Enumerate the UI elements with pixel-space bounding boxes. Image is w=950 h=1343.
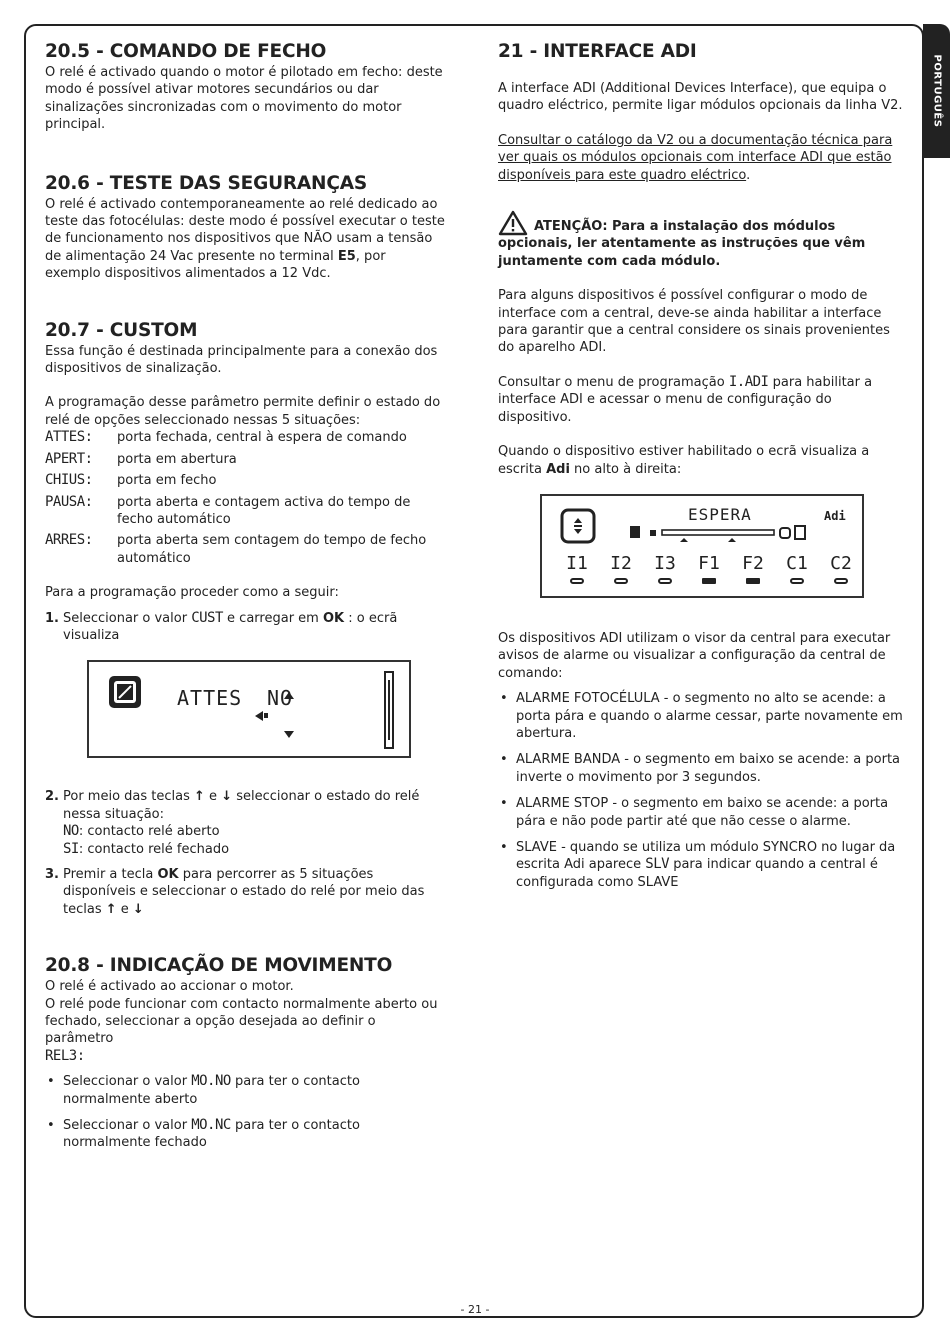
lcd-input-c1: C1 bbox=[780, 554, 814, 584]
relay-state-desc: porta em abertura bbox=[117, 451, 237, 467]
section-20-5-body: O relé é activado quando o motor é pilotado em fecho: deste modo é possível ativar motores secundários ou dar sinalizações sincronizadas com o movimento do motor principal. bbox=[45, 65, 443, 133]
lcd-display-custom bbox=[87, 660, 411, 758]
alarm-list bbox=[498, 690, 908, 830]
step-1: 1. Seleccionar o valor CUST e carregar em OK : o ecrã visualiza bbox=[45, 609, 398, 643]
relay-state-code: PAUSA: bbox=[45, 493, 93, 510]
section-20-7-title: 20.7 - CUSTOM bbox=[45, 319, 198, 341]
adi-menu-text: Consultar o menu de programação I.ADI para habilitar a interface ADI e acessar o menu de configuração do dispositivo. bbox=[498, 373, 873, 425]
relay-state-desc: porta aberta sem contagem do tempo de fecho automático bbox=[117, 533, 427, 566]
relay-state-list bbox=[45, 429, 445, 567]
lcd-input-indicator bbox=[614, 578, 628, 584]
relay-state-desc: porta em fecho bbox=[117, 473, 217, 489]
relay-state-row bbox=[45, 451, 445, 468]
step-2: 2. Por meio das teclas ↑ e ↓ seleccionar o estado do relé nessa situação: NO: contacto relé aberto SI: contacto relé fechado bbox=[45, 789, 420, 857]
lcd-input-f1: F1 bbox=[692, 554, 726, 584]
relay-state-row bbox=[45, 429, 445, 446]
relay-state-row bbox=[45, 532, 445, 567]
lcd-logo-icon bbox=[109, 676, 141, 708]
lcd-input-indicator bbox=[702, 578, 716, 584]
relay-state-code: ARRES: bbox=[45, 532, 93, 549]
custom-description: A programação desse parâmetro permite definir o estado do relé de opções seleccionado nessas 5 situações: bbox=[45, 395, 441, 428]
lcd-input-c2: C2 bbox=[824, 554, 858, 584]
relay-state-row bbox=[45, 494, 445, 529]
language-tab bbox=[923, 24, 950, 158]
lcd-adi-label: Adi bbox=[824, 508, 846, 523]
warning-text: ATENÇÃO: Para a instalação dos módulos opcionais, ler atentamente as instruções que vêm juntamente com cada módulo. bbox=[498, 219, 866, 269]
movement-param: REL3: bbox=[45, 1047, 85, 1064]
left-column bbox=[45, 40, 445, 1152]
list-item: • ALARME FOTOCÉLULA - o segmento no alto se acende: a porta pára e quando o alarme cessar, parte novamente em abertura. bbox=[498, 690, 908, 742]
lcd-input-f2: F2 bbox=[736, 554, 770, 584]
lcd-input-indicator bbox=[790, 578, 804, 584]
lcd-custom-graphic bbox=[89, 662, 409, 756]
movement-options bbox=[45, 1073, 445, 1152]
section-21-title: 21 - INTERFACE ADI bbox=[498, 41, 697, 62]
relay-state-row bbox=[45, 472, 445, 489]
adi-catalog-note: Consultar o catálogo da V2 ou a documentação técnica para ver quais os módulos opcionais com interface ADI que estão disponíveis para este quadro eléctrico. bbox=[498, 132, 893, 183]
lcd-input-i3: I3 bbox=[648, 554, 682, 584]
down-arrow-icon: ↓ bbox=[221, 789, 233, 805]
step-3: 3. Premir a tecla OK para percorrer as 5 situações disponíveis e seleccionar o estado do relé por meio das teclas ↑ e ↓ bbox=[45, 866, 425, 917]
up-arrow-icon: ↑ bbox=[105, 901, 117, 917]
lcd-input-indicator bbox=[570, 578, 584, 584]
adi-display-text: Quando o dispositivo estiver habilitado o ecrã visualiza a escrita Adi no alto à direita: bbox=[498, 444, 870, 477]
programming-intro: Para a programação proceder como a seguir: bbox=[45, 585, 339, 601]
lcd-progress-bar bbox=[662, 530, 774, 535]
section-20-5-title: 20.5 - COMANDO DE FECHO bbox=[45, 41, 327, 62]
lcd-door-icon bbox=[630, 526, 640, 538]
lcd-display-adi bbox=[540, 494, 864, 598]
lcd-value-text: NO bbox=[267, 686, 294, 711]
lcd-down-arrow-icon bbox=[284, 731, 294, 738]
list-item: • Seleccionar o valor MO.NC para ter o contacto normalmente fechado bbox=[45, 1117, 445, 1152]
warning-block bbox=[498, 218, 908, 270]
language-label: PORTUGUÊS bbox=[931, 54, 942, 128]
section-20-6-title: 20.6 - TESTE DAS SEGURANÇAS bbox=[45, 172, 367, 194]
relay-state-desc: porta fechada, central à espera de comando bbox=[117, 430, 407, 446]
right-column bbox=[498, 40, 908, 891]
down-arrow-icon: ↓ bbox=[132, 901, 144, 917]
section-20-6-body: O relé é activado contemporaneamente ao relé dedicado ao teste das fotocélulas: deste modo é possível executar o teste de funcionamento nos dispositivos que NÃO usam a tensão de alimentação 24 Vac presente no terminal E5, por exemplo dispositivos alimentados a 12 Vdc. bbox=[45, 196, 445, 282]
relay-state-code: ATTES: bbox=[45, 429, 93, 446]
up-arrow-icon: ↑ bbox=[194, 789, 205, 805]
adi-intro: A interface ADI (Additional Devices Interface), que equipa o quadro eléctrico, permite ligar módulos opcionais da linha V2. bbox=[498, 81, 903, 114]
lcd-input-row bbox=[560, 554, 860, 594]
lcd-state-text: ATTES bbox=[177, 686, 243, 711]
lcd-scrollbar bbox=[385, 672, 393, 748]
lcd-input-indicator bbox=[746, 578, 760, 584]
relay-state-desc: porta aberta e contagem activa do tempo de fecho automático bbox=[117, 494, 411, 527]
warning-icon bbox=[498, 210, 528, 236]
lcd-input-indicator bbox=[834, 578, 848, 584]
lcd-updown-icon bbox=[562, 510, 594, 542]
lcd-input-indicator bbox=[658, 578, 672, 584]
adi-config-text: Para alguns dispositivos é possível configurar o modo de interface com a central, deve-se ainda habilitar a interface para garantir que a central considere os sinais provenientes do aparelho ADI. bbox=[498, 288, 890, 356]
relay-state-code: APERT: bbox=[45, 450, 93, 467]
lcd-left-arrow-icon bbox=[255, 711, 263, 721]
movement-p2: O relé pode funcionar com contacto normalmente aberto ou fechado, seleccionar a opção desejada ao definir o parâmetro bbox=[45, 996, 438, 1047]
custom-intro: Essa função é destinada principalmente para a conexão dos dispositivos de sinalização. bbox=[45, 343, 438, 377]
page-number: - 21 - bbox=[460, 1303, 490, 1316]
lcd-input-i2: I2 bbox=[604, 554, 638, 584]
movement-p1: O relé é activado ao accionar o motor. bbox=[45, 979, 294, 995]
list-item: • SLAVE - quando se utiliza um módulo SYNCRO no lugar da escrita Adi aparece SLV para indicar quando a central é configurada como SLAVE bbox=[498, 839, 908, 891]
lcd-status-text: ESPERA bbox=[688, 504, 752, 524]
relay-state-code: CHIUS: bbox=[45, 472, 93, 489]
lcd-input-i1: I1 bbox=[560, 554, 594, 584]
section-20-8-title: 20.8 - INDICAÇÃO DE MOVIMENTO bbox=[45, 955, 393, 977]
catalog-link[interactable]: Consultar o catálogo da V2 ou a documentação técnica para ver quais os módulos opcionais com interface ADI que estão disponíveis para este quadro eléctrico bbox=[498, 132, 893, 183]
list-item: • Seleccionar o valor MO.NO para ter o contacto normalmente aberto bbox=[45, 1073, 445, 1108]
list-item: • ALARME BANDA - o segmento em baixo se acende: a porta inverte o movimento por 3 segundos. bbox=[498, 751, 908, 786]
list-item: • ALARME STOP - o segmento em baixo se acende: a porta pára e não pode partir até que não cesse o alarme. bbox=[498, 795, 908, 830]
adi-alarm-intro: Os dispositivos ADI utilizam o visor da central para executar avisos de alarme ou visualizar a configuração da central de comando: bbox=[498, 630, 891, 681]
